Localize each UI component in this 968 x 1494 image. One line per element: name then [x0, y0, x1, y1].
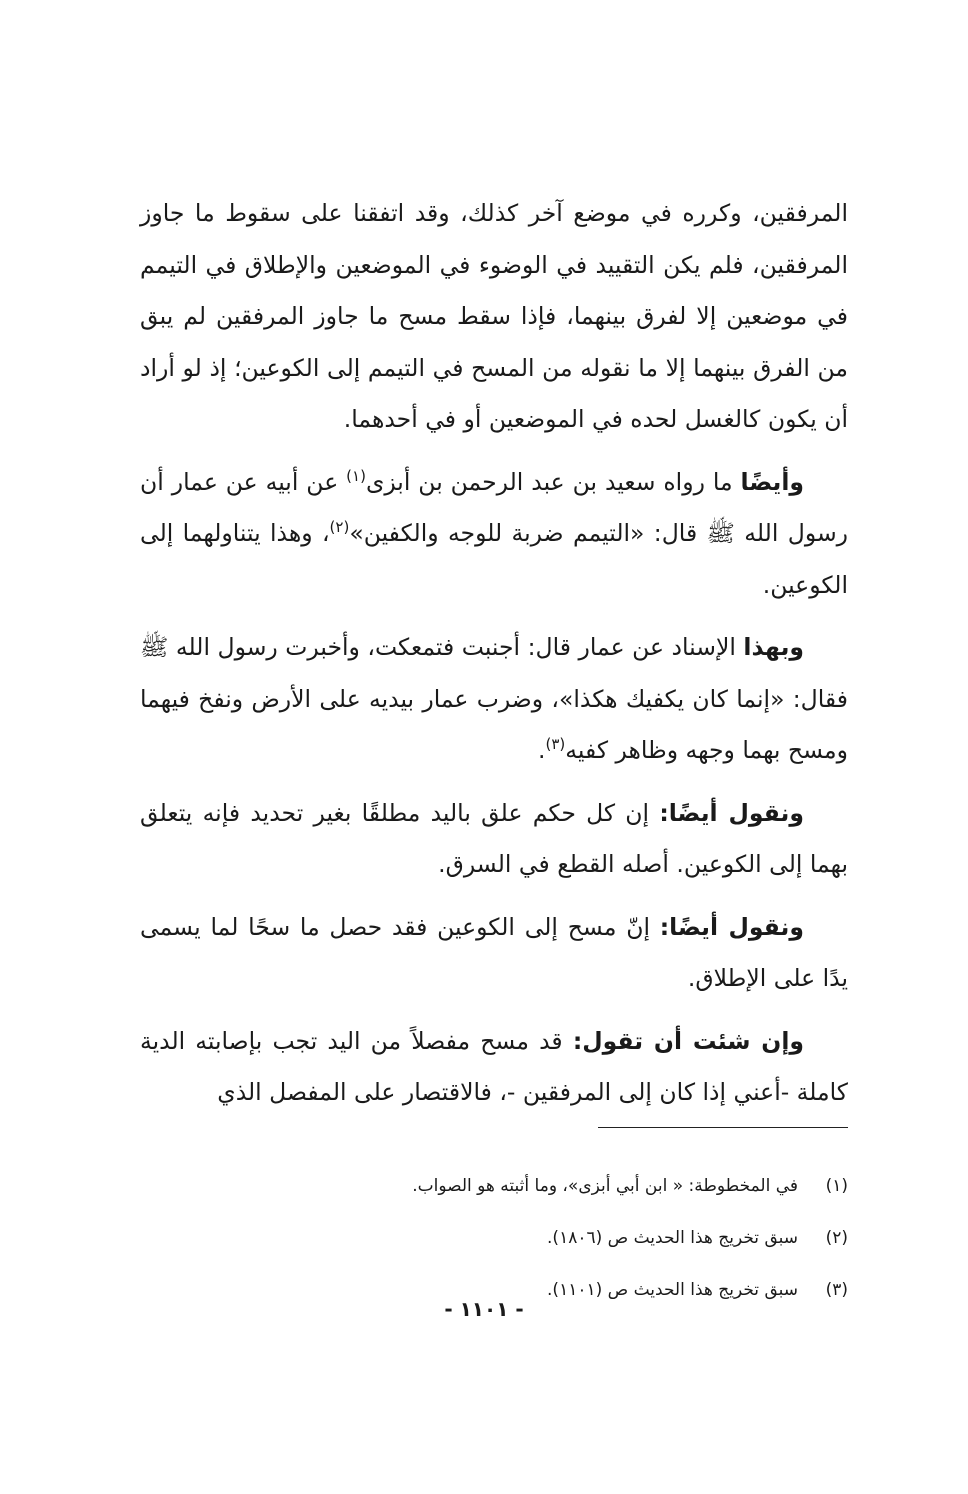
- paragraph-2: [140, 457, 848, 612]
- paragraph-2-text-b: عن أبيه عن عمار أن رسول الله ﷺ قال: «التيمم ضربة للوجه والكفين»: [140, 467, 848, 547]
- footnote-ref-2: (٢): [329, 518, 350, 537]
- paragraph-1: [140, 188, 848, 446]
- paragraph-6: [140, 1016, 848, 1119]
- footnote-3-number: (٣): [825, 1280, 848, 1300]
- footnote-1-number: (١): [825, 1176, 848, 1196]
- footnote-2-text: سبق تخريج هذا الحديث ص (١٨٠٦).: [547, 1228, 798, 1248]
- footnote-ref-3: (٣): [545, 735, 566, 754]
- paragraph-2-lead: وأيضًا: [740, 467, 804, 496]
- footnote-1: [300, 1160, 848, 1212]
- paragraph-3-text-a: الإسناد عن عمار قال: أجنبت فتمعكت، وأخبرت رسول الله ﷺ فقال: «إنما كان يكفيك هكذا»، وضرب عمار بيديه على الأرض ونفخ فيهما ومسح بهما وجهه وظاهر كفيه: [140, 633, 848, 764]
- paragraph-4-lead: ونقول أيضًا:: [659, 798, 804, 827]
- paragraph-5: [140, 902, 848, 1005]
- paragraph-1-text: المرفقين، وكرره في موضع آخر كذلك، وقد اتفقنا على سقوط ما جاوز المرفقين، فلم يكن التقييد في الوضوء في الموضعين والإطلاق في التيمم في موضعين إلا لفرق بينهما، فإذا سقط مسح ما جاوز المرفقين لم يبق من الفرق بينهما إلا ما نقوله من المسح في التيمم إلى الكوعين؛ إذ لو أراد أن يكون كالغسل لحده في الموضعين أو في أحدهما.: [140, 199, 848, 433]
- footnotes: [300, 1160, 848, 1316]
- page-number: - ١١٠١ -: [444, 1297, 524, 1321]
- footnote-ref-1: (١): [346, 466, 366, 485]
- paragraph-3-lead: وبهذا: [743, 633, 804, 661]
- paragraph-3: [140, 622, 848, 777]
- main-text: [140, 188, 848, 1130]
- paragraph-2-text-c: ، وهذا يتناولهما إلى الكوعين.: [140, 519, 848, 599]
- paragraph-6-lead: وإن شئت أن تقول:: [572, 1026, 805, 1055]
- paragraph-4-text: إن كل حكم علق باليد مطلقًا بغير تحديد فإنه يتعلق بهما إلى الكوعين. أصله القطع في السرق.: [140, 798, 848, 878]
- paragraph-5-text: إنّ مسح إلى الكوعين فقد حصل ما سحًا لما يسمى يدًا على الإطلاق.: [140, 912, 848, 992]
- paragraph-3-text-b: .: [538, 736, 546, 764]
- paragraph-4: [140, 788, 848, 891]
- footnote-separator: [598, 1127, 848, 1128]
- footnote-1-text: في المخطوطة: « ابن أبي أبزى»، وما أثبته هو الصواب.: [412, 1176, 798, 1196]
- paragraph-5-lead: ونقول أيضًا:: [659, 912, 804, 941]
- paragraph-2-text-a: ما رواه سعيد بن عبد الرحمن بن أبزى: [365, 467, 741, 496]
- footnote-2: [300, 1212, 848, 1264]
- paragraph-6-text: قد مسح مفصلاً من اليد تجب بإصابته الدية كاملة -أعني إذا كان إلى المرفقين -، فالاقتصار على المفصل الذي: [140, 1026, 848, 1106]
- footnote-3-text: سبق تخريج هذا الحديث ص (١١٠١).: [547, 1280, 798, 1300]
- footnote-2-number: (٢): [825, 1228, 848, 1248]
